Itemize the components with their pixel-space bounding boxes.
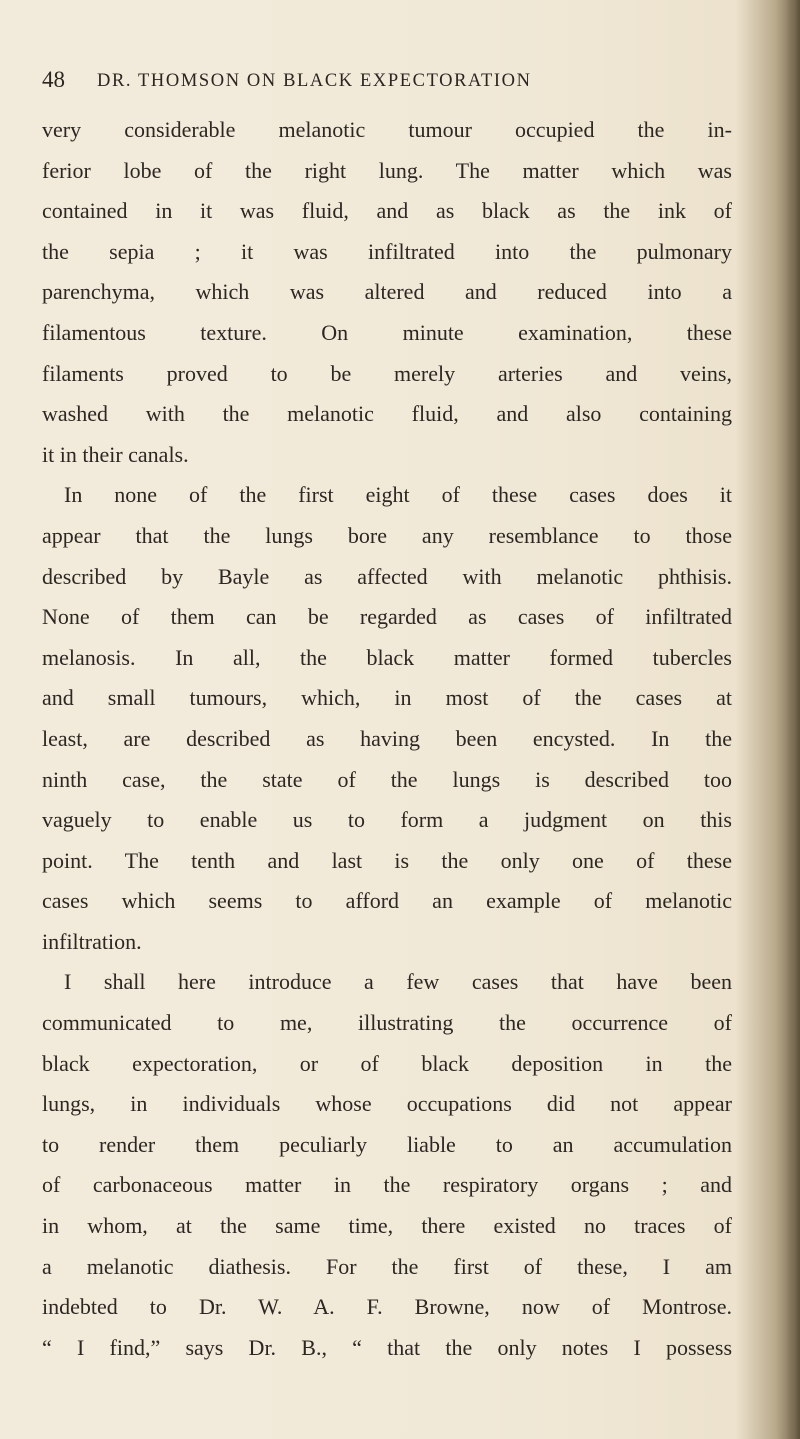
text-line: I shall here introduce a few cases that have been (64, 969, 732, 995)
text-line: communicated to me, illustrating the occurrence of (42, 1010, 732, 1036)
page-header (42, 64, 732, 96)
text-line: filamentous texture. On minute examination, these (42, 319, 732, 345)
text-line: washed with the melanotic fluid, and also containing (42, 401, 732, 427)
text-line: least, are described as having been encysted. In the (42, 725, 732, 751)
text-line: filaments proved to be merely arteries and veins, (42, 360, 732, 386)
text-line: melanosis. In all, the black matter formed tubercles (42, 644, 732, 670)
text-line: infiltration. (42, 928, 142, 954)
text-line: None of them can be regarded as cases of infiltrated (42, 604, 732, 630)
text-line: cases which seems to afford an example of melanotic (42, 888, 732, 914)
text-line: black expectoration, or of black deposition in the (42, 1050, 732, 1076)
text-line: the sepia ; it was infiltrated into the pulmonary (42, 238, 732, 264)
text-line: appear that the lungs bore any resemblance to those (42, 522, 732, 548)
text-line: lungs, in individuals whose occupations did not appear (42, 1091, 732, 1117)
page-number: 48 (42, 67, 65, 92)
page-edge-shadow (786, 0, 800, 1439)
text-line: to render them peculiarly liable to an accumulation (42, 1131, 732, 1157)
text-line: In none of the first eight of these cases does it (64, 482, 732, 508)
text-line: ferior lobe of the right lung. The matter which was (42, 157, 732, 183)
text-line: it in their canals. (42, 441, 189, 467)
text-line: “ I find,” says Dr. B., “ that the only notes I possess (42, 1334, 732, 1360)
body-text (42, 110, 732, 1368)
text-line: indebted to Dr. W. A. F. Browne, now of Montrose. (42, 1294, 732, 1320)
text-line: vaguely to enable us to form a judgment on this (42, 807, 732, 833)
text-line: a melanotic diathesis. For the first of these, I am (42, 1253, 732, 1279)
text-line: contained in it was fluid, and as black as the ink of (42, 198, 732, 224)
text-line: parenchyma, which was altered and reduced into a (42, 279, 732, 305)
running-head: DR. THOMSON ON BLACK EXPECTORATION (97, 71, 532, 91)
text-line: of carbonaceous matter in the respiratory organs ; and (42, 1172, 732, 1198)
text-line: and small tumours, which, in most of the cases at (42, 685, 732, 711)
text-line: ninth case, the state of the lungs is described too (42, 766, 732, 792)
text-line: described by Bayle as affected with melanotic phthisis. (42, 563, 732, 589)
text-line: in whom, at the same time, there existed no traces of (42, 1213, 732, 1239)
text-line: very considerable melanotic tumour occupied the in- (42, 117, 732, 142)
text-line: point. The tenth and last is the only one of these (42, 847, 732, 873)
